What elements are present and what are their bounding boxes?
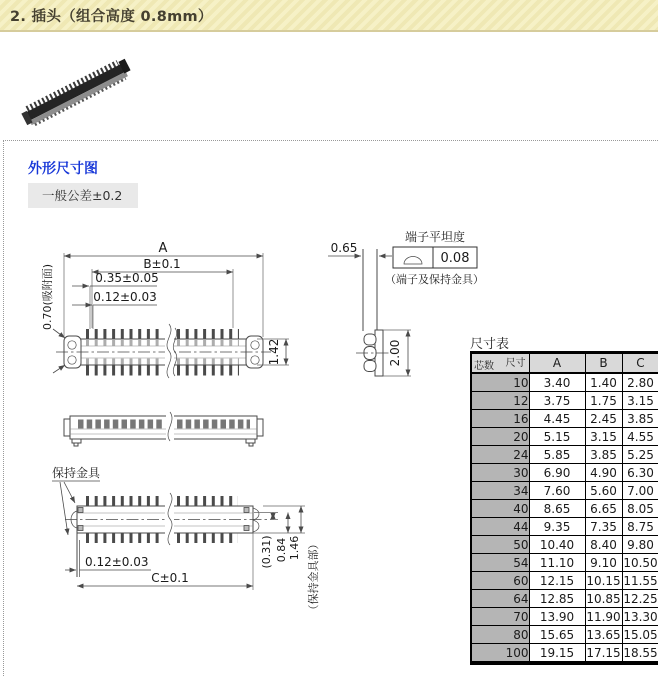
retainer-part-note: （保持金具部） [307,538,320,616]
dim-label-142: 1.42 [267,338,281,366]
dim-label-012-bottom: 0.12±0.03 [85,555,149,569]
product-photo [8,44,138,136]
dim-value-cell: 5.15 [529,428,585,446]
size-table-title: 尺寸表 [470,337,510,352]
dim-value-cell: 2.45 [585,410,622,428]
size-table-row [471,392,658,410]
column-header-a: A [529,353,585,374]
dim-value-cell: 3.75 [529,392,585,410]
pin-count-cell: 70 [471,608,529,626]
size-table-row [471,373,658,392]
dim-value-cell: 19.15 [529,644,585,664]
size-table-wrap [470,351,658,665]
dim-value-cell: 9.80 [622,536,658,554]
dim-value-cell: 4.90 [585,464,622,482]
dim-value-cell: 1.75 [585,392,622,410]
dim-value-cell: 9.35 [529,518,585,536]
dim-value-cell: 4.45 [529,410,585,428]
bottom-view [52,465,320,616]
dim-value-cell: 10.15 [586,573,621,588]
pin-count-cell: 54 [471,554,529,572]
dim-value-cell: 6.65 [585,500,622,518]
size-table-row [471,626,658,644]
size-table-row [471,590,658,608]
section-header-bar [0,0,658,32]
outline-dimension-drawing [20,225,520,665]
end-view [328,229,484,376]
dim-value-cell: 5.25 [622,446,658,464]
pin-count-cell: 30 [471,464,529,482]
dim-value-cell: 3.15 [585,428,622,446]
size-table-row [471,410,658,428]
pin-count-cell: 20 [471,428,529,446]
size-table-row [471,536,658,554]
dim-value-cell: 4.55 [622,428,658,446]
dim-value-cell: 7.35 [585,518,622,536]
dim-value-cell: 5.85 [529,446,585,464]
dim-label-035: 0.35±0.05 [95,271,159,285]
dim-value-cell: 13.65 [586,627,621,642]
flatness-note: （端子及保持金具） [385,273,484,286]
corner-label-size: 尺寸 [505,358,526,369]
pin-count-cell: 12 [471,392,529,410]
pin-count-cell: 10 [471,373,529,392]
dim-value-cell: 11.10 [529,554,585,572]
dim-label-c: C±0.1 [151,571,189,585]
dim-value-cell: 1.40 [585,373,622,392]
pin-count-cell: 80 [471,626,529,644]
dim-value-cell: 8.65 [529,500,585,518]
pin-count-cell: 60 [471,572,529,590]
flatness-title: 端子平坦度 [404,230,466,244]
pin-count-cell: 24 [471,446,529,464]
size-table-row [471,572,658,590]
dim-value-cell: 6.30 [622,464,658,482]
dim-value-cell: 13.90 [529,608,585,626]
dim-value-cell: 11.90 [586,609,621,624]
column-header-c: C [622,353,658,374]
dim-value-cell: 17.15 [585,644,622,664]
connector-photo-shape [20,59,132,127]
outline-section-title: 外形尺寸图 [28,161,98,177]
pin-count-cell: 44 [471,518,529,536]
dim-value-cell: 11.55 [623,573,658,588]
dim-label-b: B±0.1 [143,257,181,271]
dim-value-cell: 2.80 [622,373,658,392]
dim-value-cell: 7.00 [622,482,658,500]
size-table [470,351,658,665]
dim-label-084: 0.84 [275,537,288,563]
dim-label-012-top: 0.12±0.03 [93,290,157,304]
size-table-row [471,644,658,664]
dim-value-cell: 15.05 [623,627,658,642]
column-header-b: B [585,353,622,374]
size-table-row [471,482,658,500]
dim-value-cell: 12.25 [623,591,658,606]
pin-count-cell: 40 [471,500,529,518]
dim-value-cell: 6.90 [529,464,585,482]
dim-value-cell: 10.85 [586,591,621,606]
side-view [64,412,263,446]
dim-label-146: 1.46 [288,535,301,561]
size-table-row [471,518,658,536]
dim-label-070: 0.70(吸附面) [41,263,54,331]
top-view [40,241,289,378]
dim-value-cell: 7.60 [529,482,585,500]
pin-count-cell: 34 [471,482,529,500]
dim-value-cell: 8.40 [585,536,622,554]
dim-value-cell: 8.75 [622,518,658,536]
size-table-corner-cell [471,353,529,374]
dim-value-cell: 5.60 [585,482,622,500]
size-table-row [471,446,658,464]
size-table-header-row [471,353,658,374]
size-table-row [471,608,658,626]
dim-value-cell: 3.85 [622,410,658,428]
dim-value-cell: 3.85 [585,446,622,464]
dim-value-cell: 8.05 [622,500,658,518]
dim-value-cell: 13.30 [623,609,658,624]
size-table-row [471,500,658,518]
dim-label-a: A [158,241,168,256]
dim-value-cell: 10.40 [529,536,585,554]
dim-value-cell: 9.10 [585,554,622,572]
tolerance-note: 一般公差±0.2 [28,183,138,208]
pin-count-cell: 64 [471,590,529,608]
dim-value-cell: 3.40 [529,373,585,392]
section-title: 2. 插头（组合高度 0.8mm） [10,8,213,25]
dim-value-cell: 12.85 [529,590,585,608]
pin-count-cell: 100 [471,644,529,664]
dim-value-cell: 12.15 [529,572,585,590]
dim-value-cell: 18.55 [622,644,658,664]
dim-value-cell: 10.50 [623,555,658,570]
size-table-row [471,464,658,482]
dim-label-065: 0.65 [330,241,358,255]
size-table-row [471,554,658,572]
dim-value-cell: 15.65 [529,626,585,644]
dim-label-200: 2.00 [388,339,402,367]
flatness-value: 0.08 [440,251,470,266]
retainer-label: 保持金具 [52,466,101,480]
pin-count-cell: 50 [471,536,529,554]
pin-count-cell: 16 [471,410,529,428]
dim-value-cell: 3.15 [622,392,658,410]
corner-label-pins: 芯数 [474,361,494,372]
size-table-row [471,428,658,446]
dim-label-031: (0.31) [260,535,273,569]
